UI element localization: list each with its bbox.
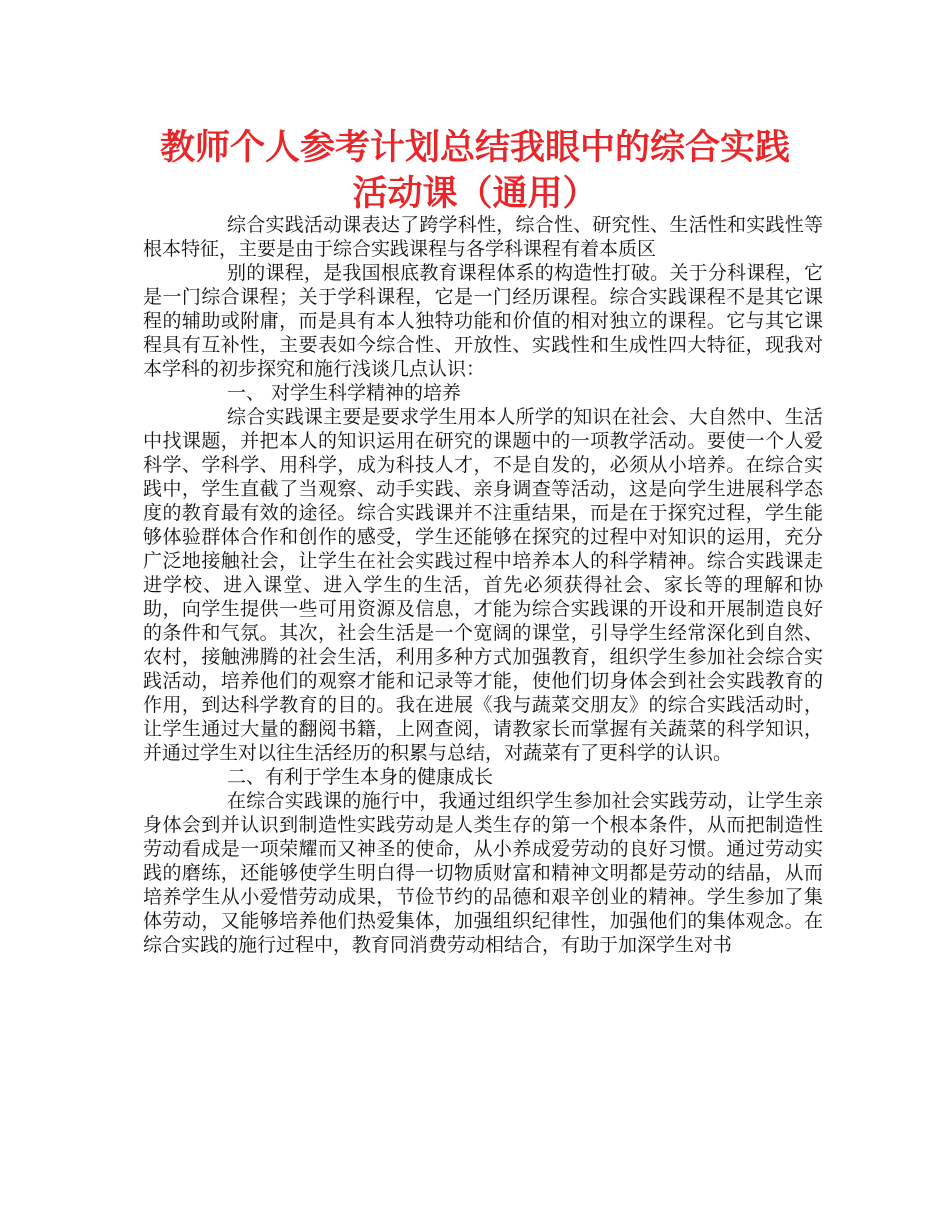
paragraph-course-nature: 别的课程，是我国根底教育课程体系的构造性打破。关于分科课程，它是一门综合课程；关于学科课程，它是一门经历课程。综合实践课程不是其它课程的辅助或附庸，而是具有本人独特功能和价值的相对独立的课程。它与其它课程具有互补性，主要表如今综合性、开放性、实践性和生成性四大特征，现我对本学科的初步探究和施行浅谈几点认识： xyxy=(143,262,823,380)
section-heading-2: 二、有利于学生本身的健康成长 xyxy=(227,766,494,788)
section-heading-1: 一、 对学生科学精神的培养 xyxy=(227,382,462,404)
paragraph-science-spirit: 综合实践课主要是要求学生用本人所学的知识在社会、大自然中、生活中找课题，并把本人的知识运用在研究的课题中的一项教学活动。要使一个人爱科学、学科学、用科学，成为科技人才，不是自发的，必须从小培养。在综合实践中，学生直截了当观察、动手实践、亲身调查等活动，这是向学生进展科学态度的教育最有效的途径。综合实践课并不注重结果，而是在于探究过程，学生能够体验群体合作和创作的感受，学生还能够在探究的过程中对知识的运用，充分广泛地接触社会，让学生在社会实践过程中培养本人的科学精神。综合实践课走进学校、进入课堂、进入学生的生活，首先必须获得社会、家长等的理解和协助，向学生提供一些可用资源及信息，才能为综合实践课的开设和开展制造良好的条件和气氛。其次，社会生活是一个宽阔的课堂，引导学生经常深化到自然、农村，接触沸腾的社会生活，利用多种方式加强教育，组织学生参加社会综合实践活动，培养他们的观察才能和记录等才能，使他们切身体会到社会实践教育的作用，到达科学教育的目的。我在进展《我与蔬菜交朋友》的综合实践活动时，让学生通过大量的翻阅书籍，上网查阅，请教家长而掌握有关蔬菜的科学知识，并通过学生对以往生活经历的积累与总结，对蔬菜有了更科学的认识。 xyxy=(143,406,823,764)
document-body xyxy=(143,213,823,957)
paragraph-healthy-growth: 在综合实践课的施行中，我通过组织学生参加社会实践劳动，让学生亲身体会到并认识到制造性实践劳动是人类生存的第一个根本条件，从而把制造性劳动看成是一项荣耀而又神圣的使命，从小养成爱劳动的良好习惯。通过劳动实践的磨练，还能够使学生明白得一切物质财富和精神文明都是劳动的结晶，从而培养学生从小爱惜劳动成果，节俭节约的品德和艰辛创业的精神。学生参加了集体劳动，又能够培养他们热爱集体，加强组织纪律性，加强他们的集体观念。在综合实践的施行过程中，教育同消费劳动相结合，有助于加深学生对书 xyxy=(143,790,823,956)
document-title-line-1: 教师个人参考计划总结我眼中的综合实践 xyxy=(159,128,790,168)
document-title-line-2: 活动课（通用） xyxy=(352,174,598,214)
paragraph-intro: 综合实践活动课表达了跨学科性，综合性、研究性、生活性和实践性等根本特征，主要是由于综合实践课程与各学科课程有着本质区 xyxy=(143,214,823,260)
